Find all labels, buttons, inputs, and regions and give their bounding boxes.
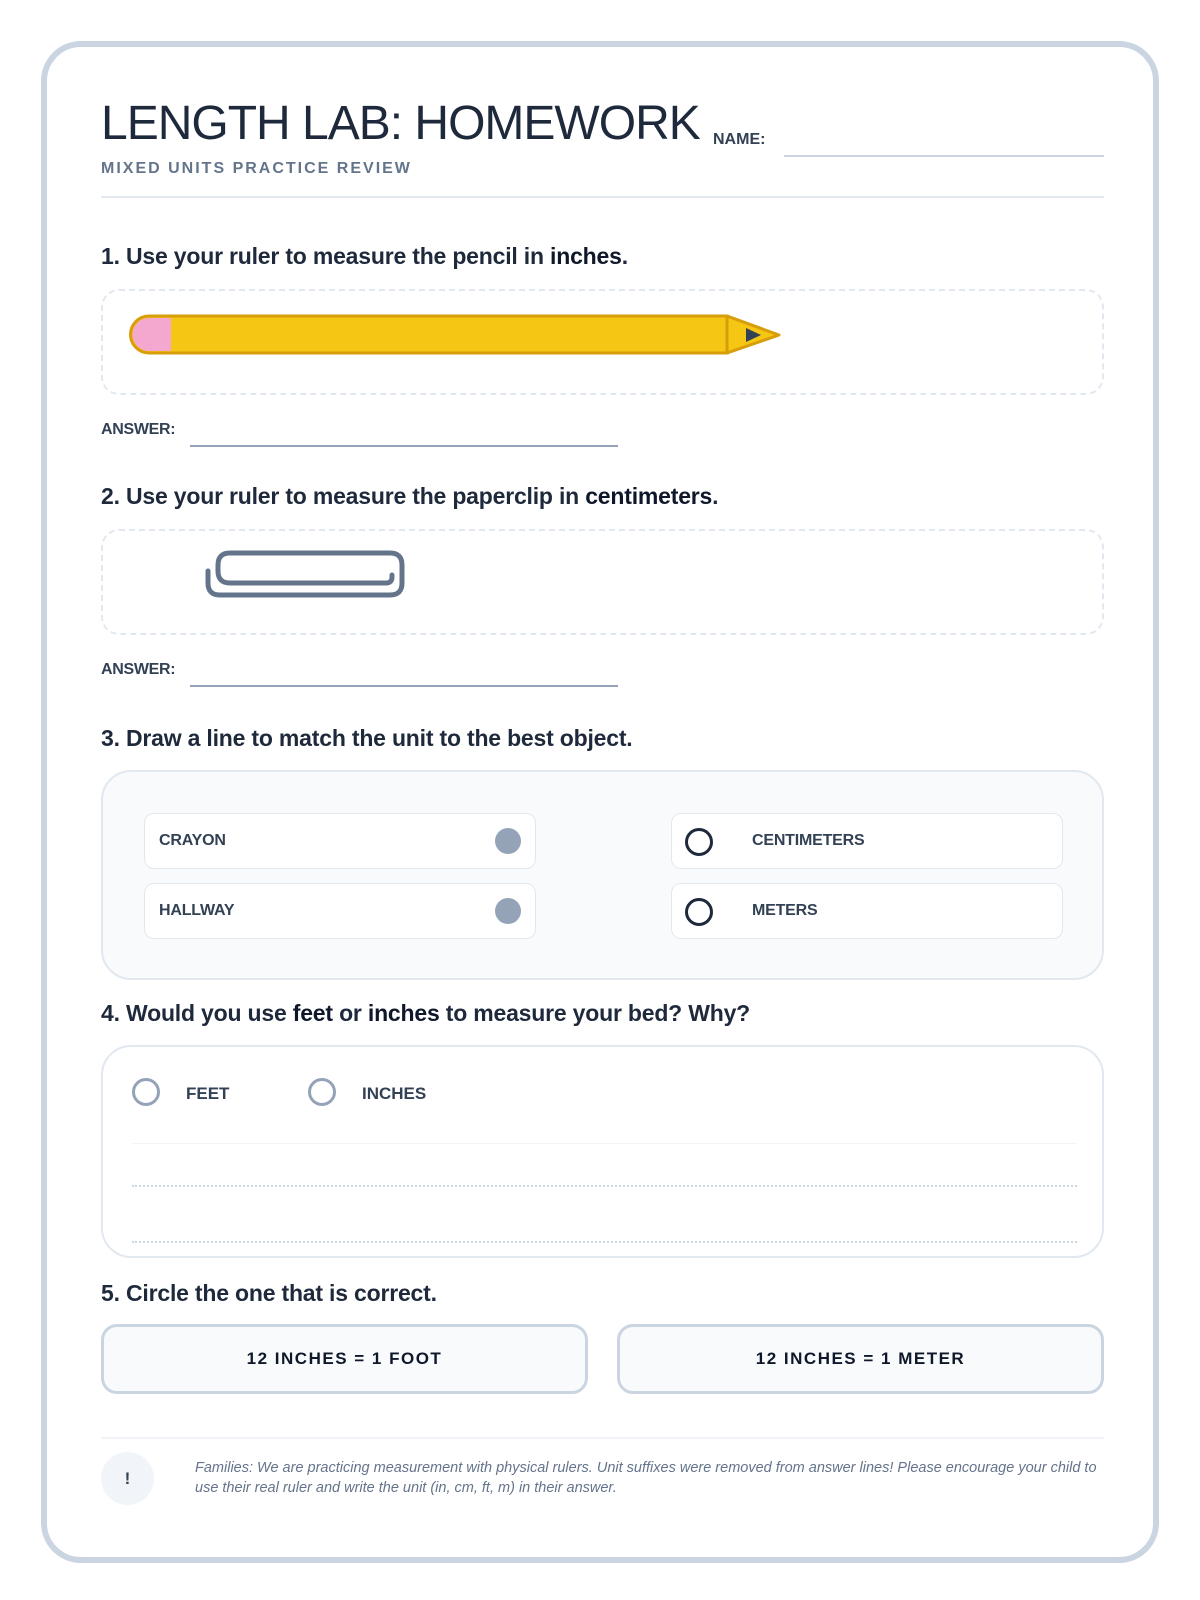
- question-4-number: 4.: [101, 1000, 120, 1026]
- page-subtitle: MIXED UNITS PRACTICE REVIEW: [101, 160, 412, 177]
- question-3-number: 3.: [101, 725, 120, 751]
- pencil-body: [131, 316, 728, 353]
- question-4-text: or: [339, 1000, 362, 1026]
- question-4-text: Would you use: [126, 1000, 287, 1026]
- choice-foot[interactable]: 12 INCHES = 1 FOOT: [101, 1324, 588, 1394]
- info-icon: !: [101, 1452, 154, 1505]
- answer-2-label: ANSWER:: [101, 661, 176, 678]
- question-3-prompt: [101, 725, 632, 752]
- choice-meter[interactable]: 12 INCHES = 1 METER: [617, 1324, 1104, 1394]
- pencil-icon: [129, 311, 789, 371]
- match-unit-label: METERS: [752, 902, 818, 919]
- question-2-unit: centimeters: [585, 483, 713, 509]
- match-object-label: CRAYON: [159, 832, 226, 849]
- paperclip-shape: [208, 553, 402, 595]
- match-dot-hallway[interactable]: [495, 898, 521, 924]
- radio-feet[interactable]: [132, 1078, 160, 1106]
- question-4-unit-feet: feet: [292, 1000, 333, 1026]
- bed-answer-panel: [101, 1045, 1104, 1258]
- question-4-prompt: [101, 1000, 750, 1027]
- match-unit-centimeters: [671, 813, 1063, 869]
- question-1-text: Use your ruler to measure the pencil in: [126, 243, 544, 269]
- question-3-text: Draw a line to match the unit to the best object.: [126, 725, 633, 751]
- radio-inches[interactable]: [308, 1078, 336, 1106]
- match-unit-meters: [671, 883, 1063, 939]
- question-2-number: 2.: [101, 483, 120, 509]
- answer-1-label: ANSWER:: [101, 421, 176, 438]
- header-divider: [101, 196, 1104, 198]
- match-dot-meters[interactable]: [685, 898, 713, 926]
- paperclip-icon: [201, 549, 421, 619]
- page-title: LENGTH LAB: HOMEWORK: [101, 97, 700, 150]
- matching-panel: [101, 770, 1104, 980]
- writing-guide-rule: [132, 1143, 1077, 1144]
- question-2-prompt: [101, 483, 718, 510]
- answer-2-field[interactable]: [190, 685, 618, 687]
- footer-divider: [101, 1437, 1104, 1439]
- family-note: Families: We are practicing measurement with physical rulers. Unit suffixes were removed from answer lines! Please encourage your child to use their real ruler and write the unit (in, cm, ft, m) in their answer.: [195, 1460, 1097, 1496]
- writing-line-2[interactable]: [132, 1241, 1077, 1243]
- match-dot-crayon[interactable]: [495, 828, 521, 854]
- paperclip-measure-box: [101, 529, 1104, 635]
- question-5-number: 5.: [101, 1280, 120, 1306]
- question-5-prompt: [101, 1280, 437, 1307]
- writing-line-1[interactable]: [132, 1185, 1077, 1187]
- question-1-prompt: [101, 243, 628, 270]
- question-1-number: 1.: [101, 243, 120, 269]
- question-4-text: to measure your bed? Why?: [445, 1000, 751, 1026]
- question-2-period: .: [712, 483, 719, 509]
- name-field[interactable]: [784, 155, 1104, 157]
- question-2-text: Use your ruler to measure the paperclip in: [126, 483, 580, 509]
- question-4-unit-inches: inches: [367, 1000, 440, 1026]
- match-object-label: HALLWAY: [159, 902, 235, 919]
- match-unit-label: CENTIMETERS: [752, 832, 865, 849]
- answer-1-field[interactable]: [190, 445, 618, 447]
- radio-feet-label: FEET: [186, 1084, 230, 1103]
- pencil-eraser: [133, 318, 172, 351]
- match-object-crayon: [144, 813, 536, 869]
- question-5-text: Circle the one that is correct.: [126, 1280, 437, 1306]
- radio-inches-label: INCHES: [362, 1084, 427, 1103]
- question-1-unit: inches: [550, 243, 622, 269]
- name-label: NAME:: [713, 131, 766, 148]
- match-dot-centimeters[interactable]: [685, 828, 713, 856]
- match-object-hallway: [144, 883, 536, 939]
- pencil-measure-box: [101, 289, 1104, 395]
- question-1-period: .: [621, 243, 628, 269]
